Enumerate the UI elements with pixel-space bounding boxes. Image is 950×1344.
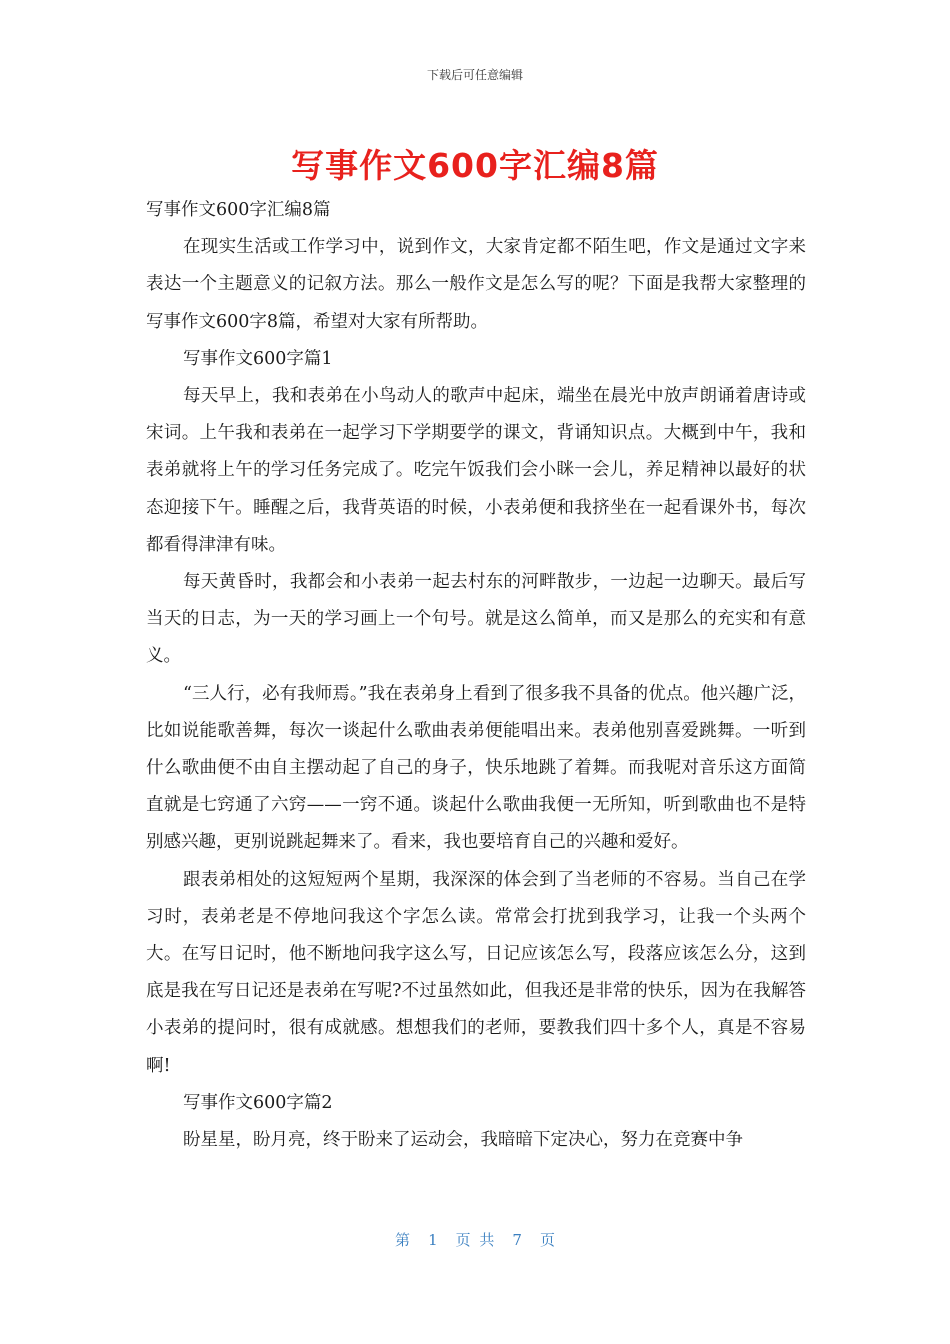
document-body [146,192,806,1159]
footer-page-word: 第 [395,1231,411,1249]
body-paragraph: 每天早上，我和表弟在小鸟动人的歌声中起床，端坐在晨光中放声朗诵着唐诗或宋词。上午我和表弟在一起学习下学期要学的课文，背诵知识点。大概到中午，我和表弟就将上午的学习任务完成了。吃完午饭我们会小眯一会儿，养足精神以最好的状态迎接下午。睡醒之后，我背英语的时候，小表弟便和我挤坐在一起看课外书，每次都看得津津有味。 [146,386,806,555]
section-heading-1: 写事作文600字篇1 [183,348,333,369]
body-paragraph: 每天黄昏时，我都会和小表弟一起去村东的河畔散步，一边起一边聊天。最后写当天的日志，为一天的学习画上一个句号。就是这么简单，而又是那么的充实和有意义。 [146,572,806,667]
body-paragraph: “三人行，必有我师焉。”我在表弟身上看到了很多我不具备的优点。他兴趣广泛，比如说能歌善舞，每次一谈起什么歌曲表弟便能唱出来。表弟他别喜爱跳舞。一听到什么歌曲便不由自主摆动起了自己的身子，快乐地跳了着舞。而我呢对音乐这方面简直就是七窍通了六窍——一窍不通。谈起什么歌曲我便一无所知，听到歌曲也不是特别感兴趣，更别说跳起舞来了。看来，我也要培育自己的兴趣和爱好。 [146,683,806,853]
page-footer [0,1229,950,1250]
footer-current-page: 1 [428,1231,438,1249]
document-title: 写事作文600字汇编8篇 [291,146,659,185]
body-paragraph: 跟表弟相处的这短短两个星期，我深深的体会到了当老师的不容易。当自己在学习时，表弟老是不停地问我这个字怎么读。常常会打扰到我学习，让我一个头两个大。在写日记时，他不断地问我字这么写，日记应该怎么写，段落应该怎么分，这到底是我在写日记还是表弟在写呢?不过虽然如此，但我还是非常的快乐，因为在我解答小表弟的提问时，很有成就感。想想我们的老师，要教我们四十多个人，真是不容易啊! [146,869,806,1076]
subtitle-line: 写事作文600字汇编8篇 [146,200,331,220]
section-heading-2: 写事作文600字篇2 [183,1092,333,1113]
intro-paragraph: 在现实生活或工作学习中，说到作文，大家肯定都不陌生吧，作文是通过文字来表达一个主题意义的记叙方法。那么一般作文是怎么写的呢？下面是我帮大家整理的写事作文600字8篇，希望对大家有所帮助。 [146,237,806,332]
body-paragraph: 盼星星，盼月亮，终于盼来了运动会，我暗暗下定决心，努力在竞赛中争 [183,1130,743,1151]
footer-total-word: 页 共 [455,1231,495,1249]
footer-end-word: 页 [539,1231,555,1249]
page-header-note: 下载后可任意编辑 [426,68,523,82]
footer-total-pages: 7 [512,1231,522,1249]
